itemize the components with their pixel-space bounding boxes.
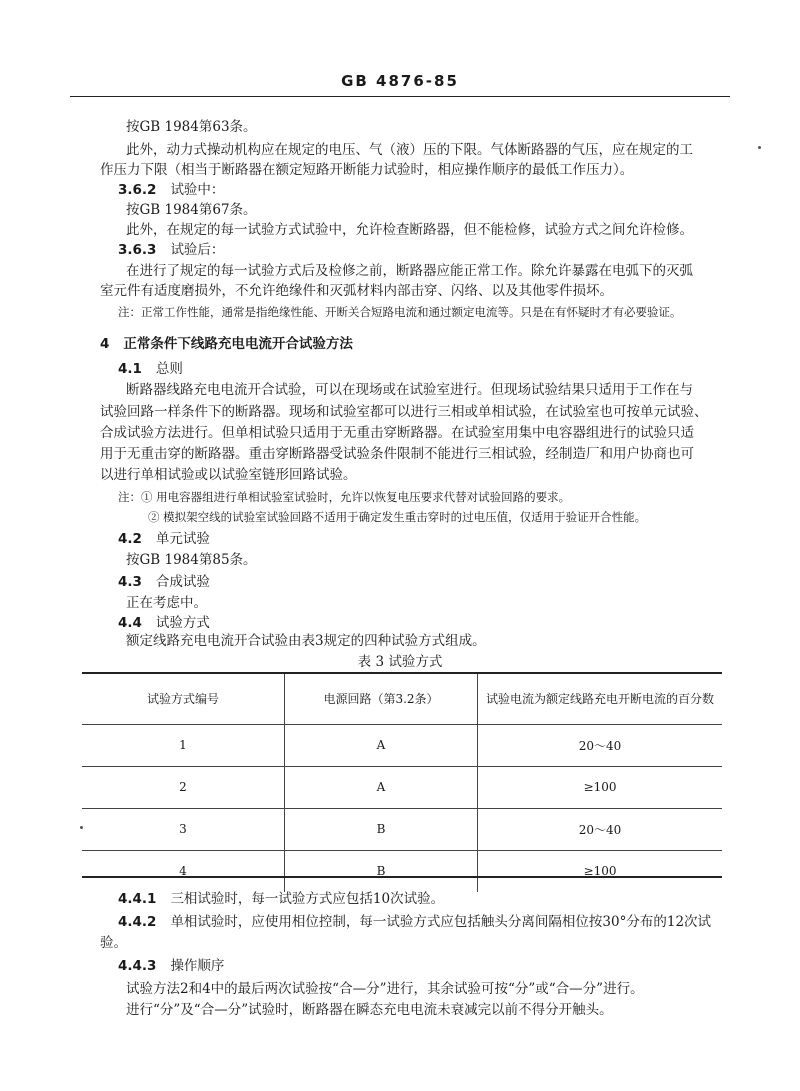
body-line: 验。	[100, 935, 127, 951]
table-cell: 4	[82, 850, 285, 892]
table-title: 表 3 试验方式	[357, 654, 443, 670]
section-title: 合成试验	[155, 574, 210, 590]
section-heading	[118, 890, 444, 908]
body-line: 进行“分”及“合—分”试验时，断路器在瞬态充电电流未衰减完以前不得分开触头。	[126, 1002, 613, 1018]
body-line: 合成试验方法进行。但单相试验只适用于无重击穿断路器。在试验室用集中电容器组进行的试验只适	[100, 425, 694, 441]
body-line: 额定线路充电电流开合试验由表3规定的四种试验方式组成。	[126, 633, 486, 649]
section-heading	[118, 573, 210, 591]
body-line: 在进行了规定的每一试验方式后及检修之前，断路器应能正常工作。除允许暴露在电弧下的灭弧	[126, 263, 693, 279]
header-rule	[70, 96, 730, 97]
section-title: 试验中：	[170, 182, 225, 198]
table-cell: 1	[179, 738, 187, 752]
chapter-heading	[100, 335, 353, 353]
note-line: 注：① 用电容器组进行单相试验室试验时，允许以恢复电压要求代替对试验回路的要求。	[118, 490, 571, 504]
header-cell: 试验电流为额定线路充电开断电流的百分数	[478, 674, 723, 724]
table-cell: A	[285, 724, 478, 766]
body-line: 按GB 1984第63条。	[126, 119, 257, 135]
body-line: 室元件有适度磨损外，不允许绝缘件和灭弧材料内部击穿、闪络、以及其他零件损坏。	[100, 283, 613, 299]
section-title: 正常条件下线路充电电流开合试验方法	[123, 336, 353, 352]
section-heading	[118, 614, 210, 632]
table-cell: B	[285, 850, 478, 892]
section-number: 4.1	[118, 361, 142, 377]
section-heading	[118, 913, 711, 931]
section-number: 4.4	[118, 615, 142, 631]
table-cell: ≥100	[478, 850, 723, 892]
section-title: 操作顺序	[170, 958, 225, 974]
table-cell: 20～40	[478, 724, 723, 766]
section-number: 4	[100, 336, 110, 352]
table-cell: 20～40	[478, 808, 723, 850]
body-line: 正在考虑中。	[126, 595, 207, 611]
table-cell: B	[285, 808, 478, 850]
body-line: 试验回路一样条件下的断路器。现场和试验室都可以进行三相或单相试验，在试验室也可按单元试验、	[100, 404, 708, 420]
section-title: 试验后：	[170, 242, 225, 258]
table-cell: 2	[82, 766, 285, 808]
section-heading	[118, 957, 224, 975]
section-number: 4.2	[118, 531, 142, 547]
table-cell: A	[285, 766, 478, 808]
table-row	[82, 850, 722, 892]
section-text: 三相试验时，每一试验方式应包括10次试验。	[170, 891, 445, 907]
table-cell: 3	[82, 808, 285, 850]
section-number: 4.4.3	[118, 958, 157, 974]
section-text: 单相试验时，应使用相位控制，每一试验方式应包括触头分离间隔相位按30°分布的12次试	[170, 914, 712, 930]
table-row	[82, 724, 722, 766]
section-heading	[118, 360, 183, 378]
table-row	[82, 808, 722, 850]
body-line: 断路器线路充电电流开合试验，可以在现场或在试验室进行。但现场试验结果只适用于工作在与	[126, 382, 693, 398]
table-cell: ≥100	[478, 766, 723, 808]
note-line: ② 模拟架空线的试验室试验回路不适用于确定发生重击穿时的过电压值，仅适用于验证开合性能。	[148, 510, 647, 524]
page-header: GB 4876-85	[341, 72, 459, 90]
section-number: 4.4.2	[118, 914, 157, 930]
body-line: 作压力下限（相当于断路器在额定短路开断能力试验时，相应操作顺序的最低工作压力）。	[100, 162, 634, 178]
section-heading	[118, 530, 210, 548]
section-number: 4.4.1	[118, 891, 157, 907]
body-line: 按GB 1984第85条。	[126, 552, 257, 568]
test-mode-table	[82, 674, 722, 892]
section-heading	[118, 181, 224, 199]
section-title: 单元试验	[155, 531, 210, 547]
table-header-row	[82, 674, 722, 724]
section-number: 3.6.2	[118, 182, 157, 198]
section-number: 4.3	[118, 574, 142, 590]
section-title: 试验方式	[155, 615, 210, 631]
table-bottom-rule	[82, 876, 722, 878]
body-line: 此外，动力式操动机构应在规定的电压、气（液）压的下限。气体断路器的气压，应在规定的工	[126, 142, 693, 158]
body-line: 此外，在规定的每一试验方式试验中，允许检查断路器，但不能检修，试验方式之间允许检修。	[126, 222, 693, 238]
header-cell: 电源回路（第3.2条）	[285, 674, 478, 724]
body-line: 试验方法2和4中的最后两次试验按“合—分”进行，其余试验可按“分”或“合—分”进行。	[126, 981, 644, 997]
scan-speck	[80, 826, 83, 829]
section-heading	[118, 241, 224, 259]
section-title: 总则	[155, 361, 183, 377]
header-cell: 试验方式编号	[82, 674, 285, 724]
table-row	[82, 766, 722, 808]
body-line: 用于无重击穿的断路器。重击穿断路器受试验条件限制不能进行三相试验，经制造厂和用户协商也可	[100, 446, 694, 462]
body-line: 按GB 1984第67条。	[126, 202, 257, 218]
note-line: 注：正常工作性能，通常是指绝缘性能、开断关合短路电流和通过额定电流等。只是在有怀疑时才有必要验证。	[118, 305, 682, 319]
scan-speck	[758, 146, 761, 149]
body-line: 以进行单相试验或以试验室链形回路试验。	[100, 467, 357, 483]
section-number: 3.6.3	[118, 242, 157, 258]
